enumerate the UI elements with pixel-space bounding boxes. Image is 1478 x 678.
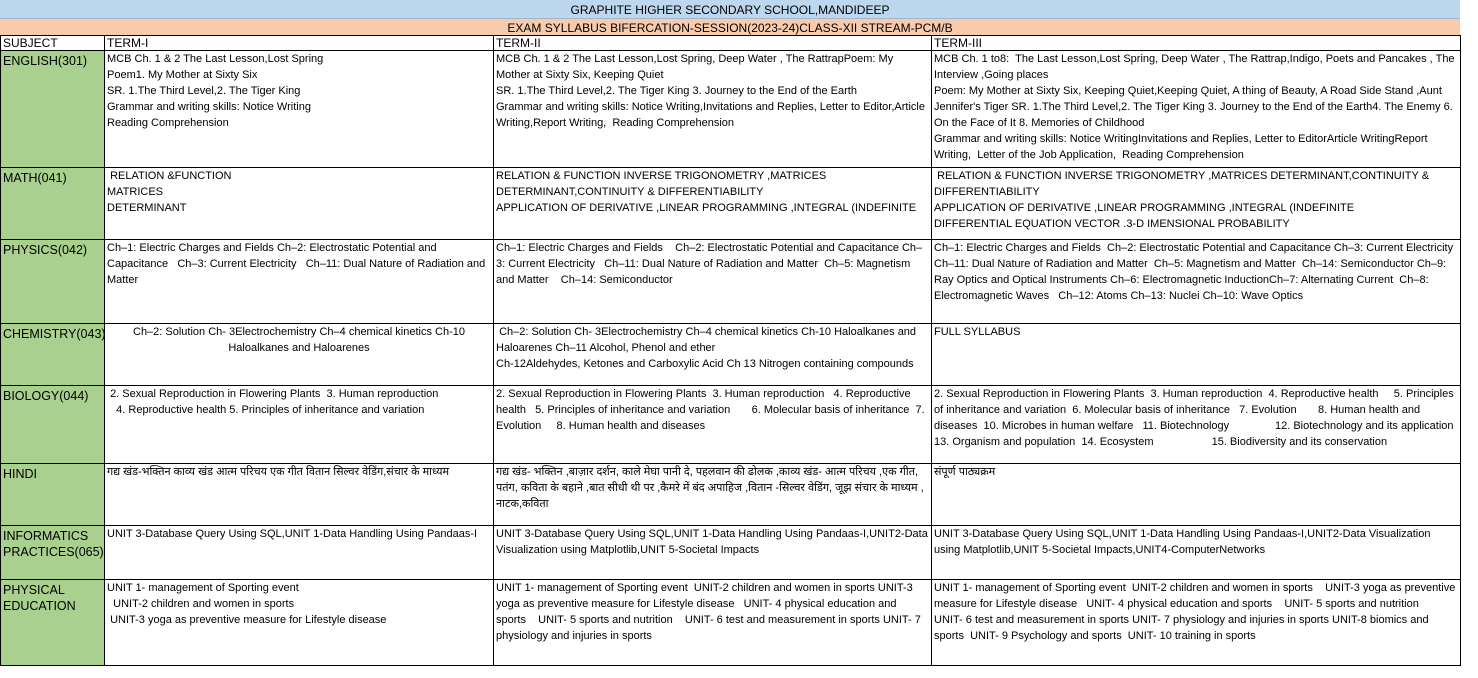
- term3-cell[interactable]: UNIT 1- management of Sporting event UNIT-2 children and women in sports UNIT-3 yoga as preventive measure for Lifestyle disease UNIT- 4 physical education and sports UNIT- 5 sports and nutrition UNIT- 6 test and measurement in sports UNIT- 7 physiology and injuries in sports UNIT-8 biomics and sports UNIT- 9 Psychology and sports UNIT- 10 training in sports: [932, 580, 1461, 666]
- subject-cell[interactable]: MATH(041): [1, 168, 105, 240]
- table-row: [1, 386, 1461, 464]
- subject-cell[interactable]: ENGLISH(301): [1, 51, 105, 168]
- term1-cell[interactable]: RELATION &FUNCTION MATRICES DETERMINANT: [105, 168, 494, 240]
- term3-cell[interactable]: MCB Ch. 1 to8: The Last Lesson,Lost Spring, Deep Water , The Rattrap,Indigo, Poets and Pancakes , The Interview ,Going places Poem: My Mother at Sixty Six, Keeping Quiet,Keeping Quiet, A thing of Beauty, A Road Side Stand ,Aunt Jennifer's Tiger SR. 1.The Third Level,2. The Tiger King 3. Journey to the End of the Earth4. The Enemy 6. On the Face of It 8. Memories of Childhood Grammar and writing skills: Notice WritingInvitations and Replies, Letter to EditorArticle WritingReport Writing, Letter of the Job Application, Reading Comprehension: [932, 51, 1461, 168]
- table-row: [1, 168, 1461, 240]
- term3-cell[interactable]: RELATION & FUNCTION INVERSE TRIGONOMETRY ,MATRICES DETERMINANT,CONTINUITY & DIFFERENTIABILITY APPLICATION OF DERIVATIVE ,LINEAR PROGRAMMING ,INTEGRAL (INDEFINITE DIFFERENTIAL EQUATION VECTOR .3-D IMENSIONAL PROBABILITY: [932, 168, 1461, 240]
- term1-cell[interactable]: MCB Ch. 1 & 2 The Last Lesson,Lost Spring Poem1. My Mother at Sixty Six SR. 1.The Third Level,2. The Tiger King Grammar and writing skills: Notice Writing Reading Comprehension: [105, 51, 494, 168]
- header-term-1[interactable]: TERM-I: [105, 36, 494, 51]
- term1-cell[interactable]: गद्य खंड-भक्तिन काव्य खंड आत्म परिचय एक गीत वितान सिल्वर वेडिंग,संचार के माध्यम: [105, 464, 494, 526]
- header-subject[interactable]: SUBJECT: [1, 36, 105, 51]
- term3-cell[interactable]: UNIT 3-Database Query Using SQL,UNIT 1-Data Handling Using Pandaas-I,UNIT2-Data Visualization using Matplotlib,UNIT 5-Societal Impacts,UNIT4-ComputerNetworks: [932, 526, 1461, 580]
- term2-cell[interactable]: MCB Ch. 1 & 2 The Last Lesson,Lost Spring, Deep Water , The RattrapPoem: My Mother at Sixty Six, Keeping Quiet SR. 1.The Third Level,2. The Tiger King 3. Journey to the End of the Earth Grammar and writing skills: Notice Writing,Invitations and Replies, Letter to Editor,Article Writing,Report Writing, Reading Comprehension: [494, 51, 932, 168]
- subject-cell[interactable]: BIOLOGY(044): [1, 386, 105, 464]
- term1-cell[interactable]: Ch–2: Solution Ch- 3Electrochemistry Ch–4 chemical kinetics Ch-10 Haloalkanes and Haloarenes: [105, 324, 494, 386]
- table-row: [1, 324, 1461, 386]
- term1-cell[interactable]: Ch–1: Electric Charges and Fields Ch–2: Electrostatic Potential and Capacitance Ch–3: Current Electricity Ch–11: Dual Nature of Radiation and Matter: [105, 240, 494, 324]
- table-row: [1, 526, 1461, 580]
- subject-cell[interactable]: CHEMISTRY(043): [1, 324, 105, 386]
- school-title[interactable]: GRAPHITE HIGHER SECONDARY SCHOOL,MANDIDEEP: [0, 0, 1460, 19]
- header-row: [1, 36, 1461, 51]
- term1-cell[interactable]: UNIT 3-Database Query Using SQL,UNIT 1-Data Handling Using Pandaas-I: [105, 526, 494, 580]
- term2-cell[interactable]: 2. Sexual Reproduction in Flowering Plants 3. Human reproduction 4. Reproductive health 5. Principles of inheritance and variation 6. Molecular basis of inheritance 7. Evolution 8. Human health and diseases: [494, 386, 932, 464]
- header-term-2[interactable]: TERM-II: [494, 36, 932, 51]
- term3-cell[interactable]: 2. Sexual Reproduction in Flowering Plants 3. Human reproduction 4. Reproductive health 5. Principles of inheritance and variation 6. Molecular basis of inheritance 7. Evolution 8. Human health and diseases 10. Microbes in human welfare 11. Biotechnology 12. Biotechnology and its application 13. Organism and population 14. Ecosystem 15. Biodiversity and its conservation: [932, 386, 1461, 464]
- subject-cell[interactable]: PHYSICAL EDUCATION: [1, 580, 105, 666]
- syllabus-table: [0, 35, 1472, 666]
- term1-cell[interactable]: UNIT 1- management of Sporting event UNIT-2 children and women in sports UNIT-3 yoga as preventive measure for Lifestyle disease: [105, 580, 494, 666]
- term2-cell[interactable]: UNIT 1- management of Sporting event UNIT-2 children and women in sports UNIT-3 yoga as preventive measure for Lifestyle disease UNIT- 4 physical education and sports UNIT- 5 sports and nutrition UNIT- 6 test and measurement in sports UNIT- 7 physiology and injuries in sports: [494, 580, 932, 666]
- term1-cell[interactable]: 2. Sexual Reproduction in Flowering Plants 3. Human reproduction 4. Reproductive health 5. Principles of inheritance and variation: [105, 386, 494, 464]
- term2-cell[interactable]: UNIT 3-Database Query Using SQL,UNIT 1-Data Handling Using Pandaas-I,UNIT2-Data Visualization using Matplotlib,UNIT 5-Societal Impacts: [494, 526, 932, 580]
- term2-cell[interactable]: गद्य खंड- भक्तिन ,बाज़ार दर्शन, काले मेघा पानी दे, पहलवान की ढोलक ,काव्य खंड- आत्म परिचय ,एक गीत, पतंग, कविता के बहाने ,बात सीधी थी पर ,कैमरे में बंद अपाहिज ,वितान -सिल्वर वेडिंग, जूझ संचार के माध्यम , नाटक,कविता: [494, 464, 932, 526]
- table-row: [1, 464, 1461, 526]
- subject-cell[interactable]: PHYSICS(042): [1, 240, 105, 324]
- term3-cell[interactable]: Ch–1: Electric Charges and Fields Ch–2: Electrostatic Potential and Capacitance Ch–3: Current Electricity Ch–11: Dual Nature of Radiation and Matter Ch–5: Magnetism and Matter Ch–14: Semiconductor Ch–9: Ray Optics and Optical Instruments Ch–6: Electromagnetic InductionCh–7: Alternating Current Ch–8: Electromagnetic Waves Ch–12: Atoms Ch–13: Nuclei Ch–10: Wave Optics: [932, 240, 1461, 324]
- term3-cell[interactable]: संपूर्ण पाठ्यक्रम: [932, 464, 1461, 526]
- subject-cell[interactable]: HINDI: [1, 464, 105, 526]
- subject-cell[interactable]: INFORMATICS PRACTICES(065): [1, 526, 105, 580]
- term2-cell[interactable]: RELATION & FUNCTION INVERSE TRIGONOMETRY ,MATRICES DETERMINANT,CONTINUITY & DIFFERENTIABILITY APPLICATION OF DERIVATIVE ,LINEAR PROGRAMMING ,INTEGRAL (INDEFINITE: [494, 168, 932, 240]
- term3-cell[interactable]: FULL SYLLABUS: [932, 324, 1461, 386]
- term2-cell[interactable]: Ch–1: Electric Charges and Fields Ch–2: Electrostatic Potential and Capacitance Ch–3: Current Electricity Ch–11: Dual Nature of Radiation and Matter Ch–5: Magnetism and Matter Ch–14: Semiconductor: [494, 240, 932, 324]
- term2-cell[interactable]: Ch–2: Solution Ch- 3Electrochemistry Ch–4 chemical kinetics Ch-10 Haloalkanes and Haloarenes Ch–11 Alcohol, Phenol and ether Ch-12Aldehydes, Ketones and Carboxylic Acid Ch 13 Nitrogen containing compounds: [494, 324, 932, 386]
- table-row: [1, 580, 1461, 666]
- syllabus-subtitle[interactable]: EXAM SYLLABUS BIFERCATION-SESSION(2023-24)CLASS-XII STREAM-PCM/B: [0, 19, 1460, 35]
- table-row: [1, 240, 1461, 324]
- header-term-3[interactable]: TERM-III: [932, 36, 1461, 51]
- table-row: [1, 51, 1461, 168]
